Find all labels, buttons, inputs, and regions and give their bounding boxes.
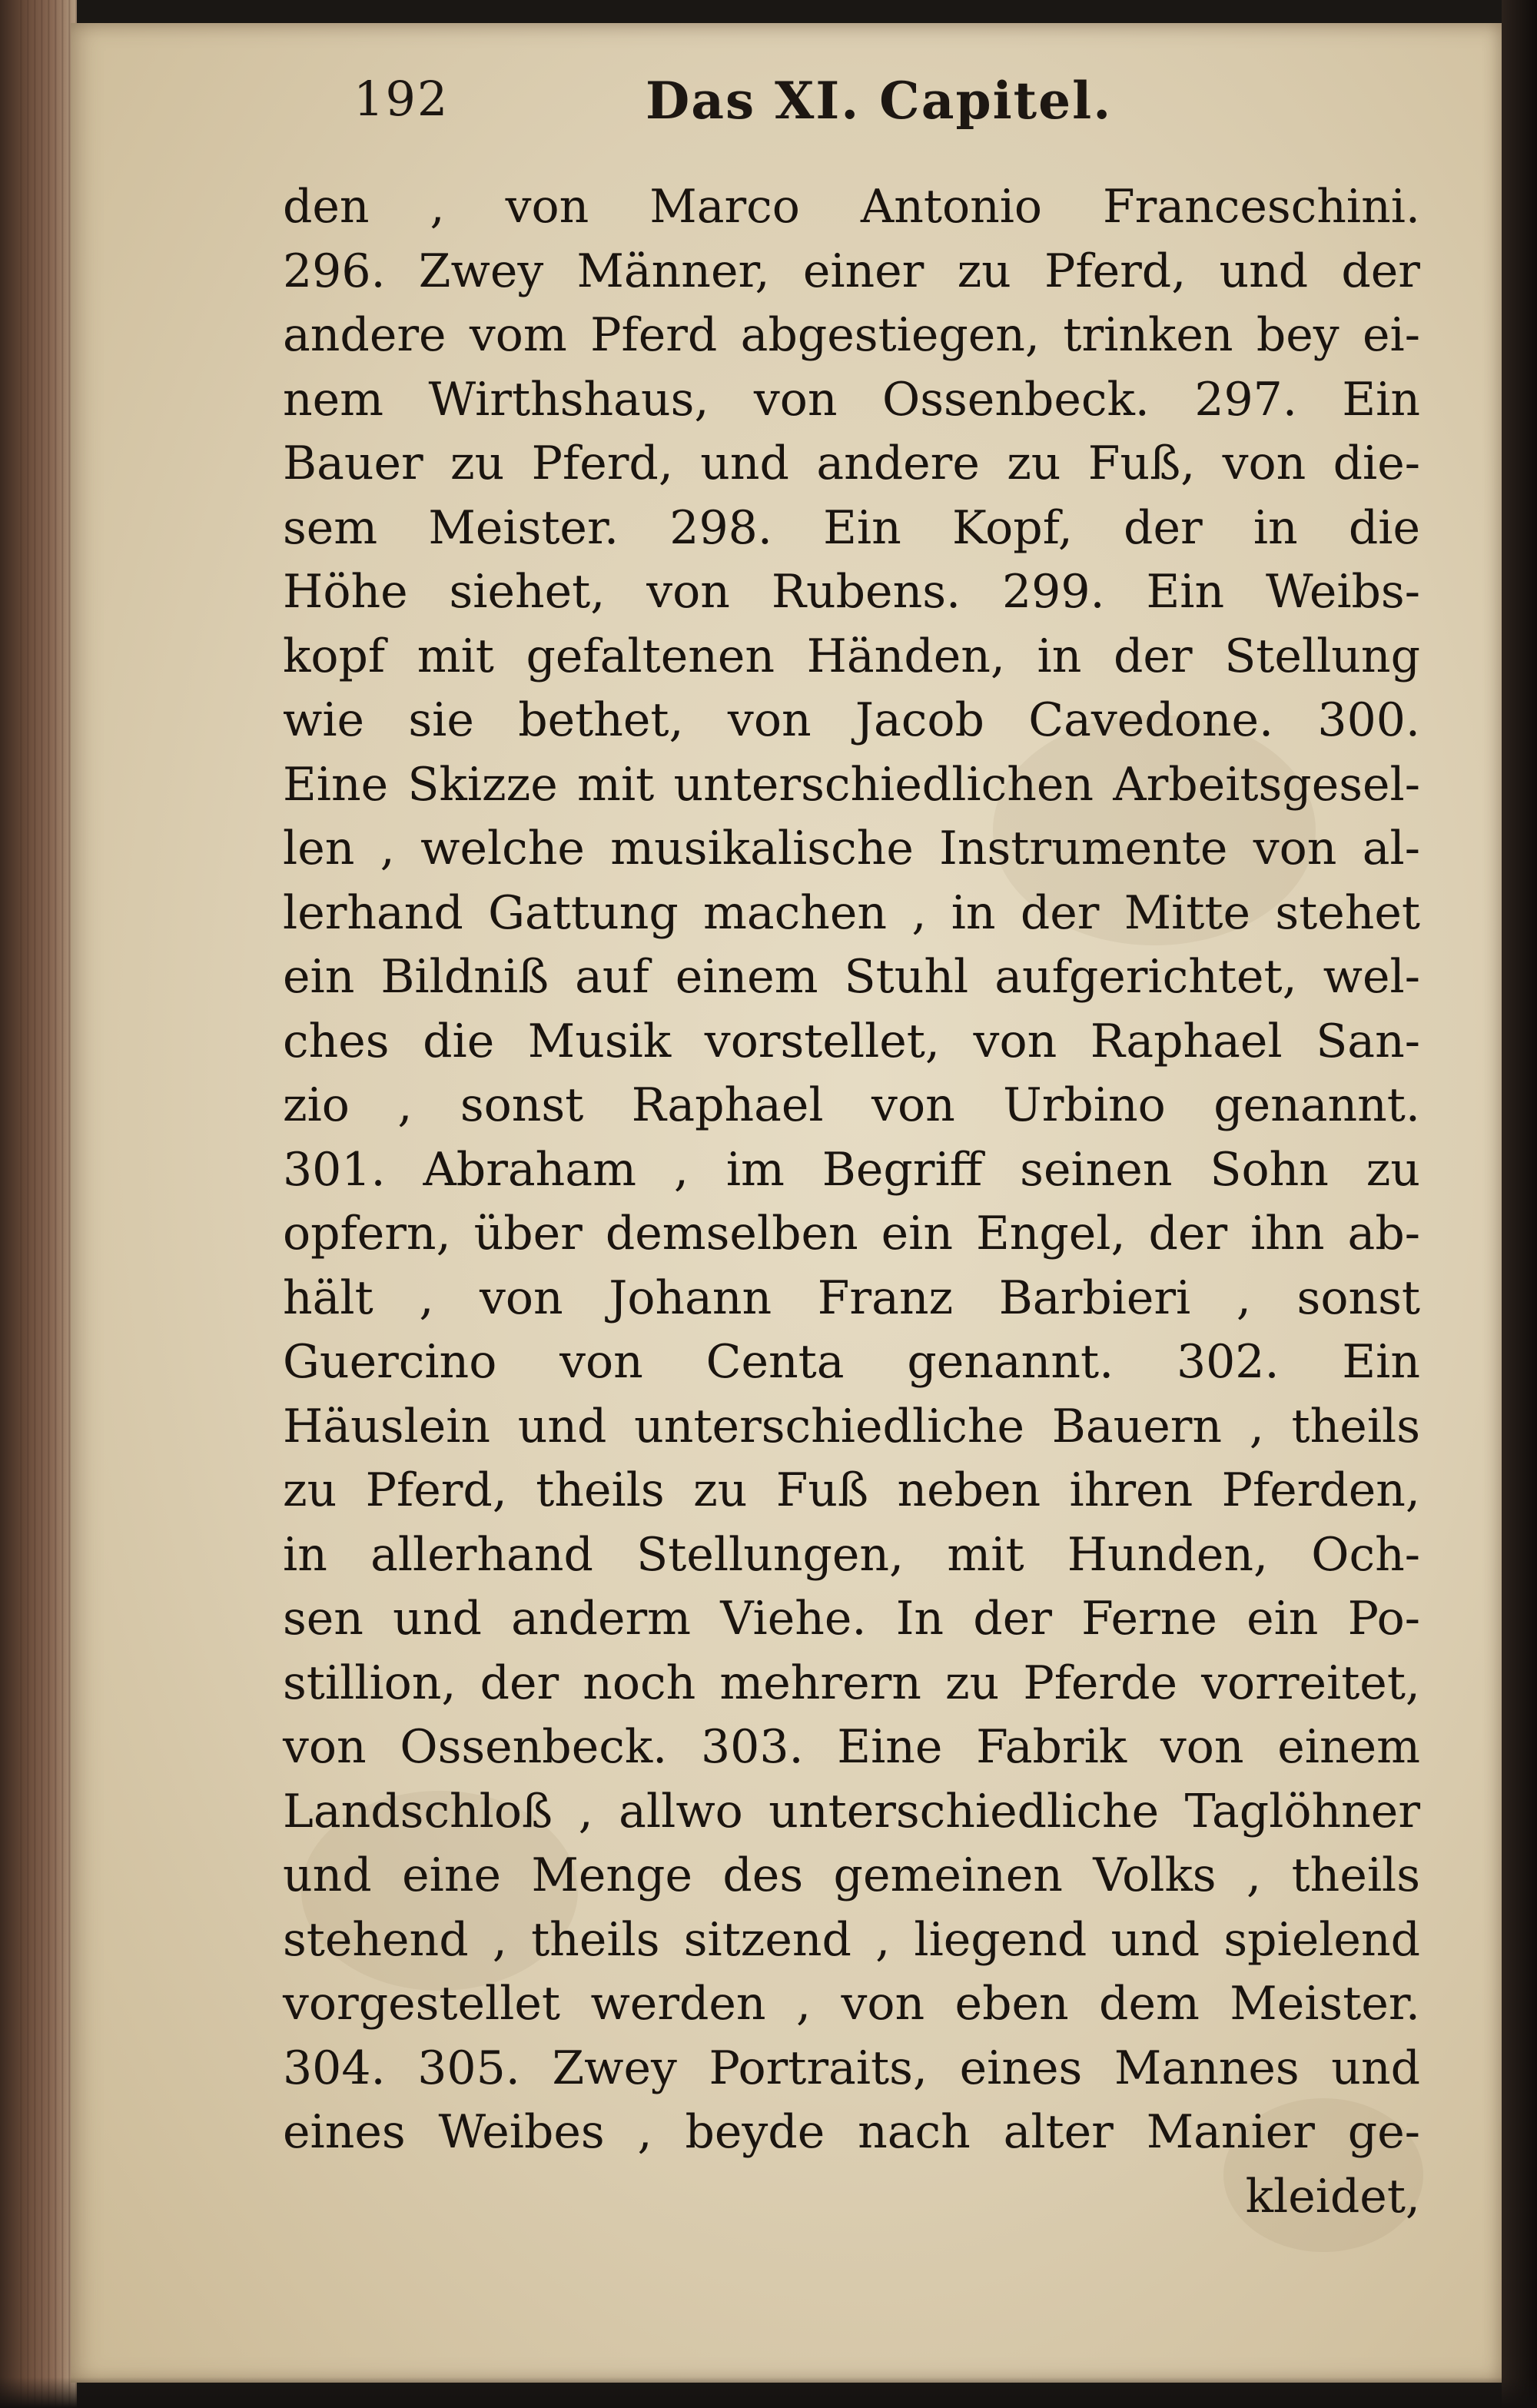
text-line: ches die Musik vorstellet, von Raphael San- (283, 1014, 1420, 1068)
text-line: Guercino von Centa genannt. 302. Ein (283, 1335, 1420, 1389)
text-line: wie sie bethet, von Jacob Cavedone. 300. (283, 693, 1420, 747)
text-line: eines Weibes , beyde nach alter Manier ge- (283, 2105, 1420, 2159)
right-dark-edge (1502, 0, 1537, 2408)
text-line: opfern, über demselben ein Engel, der ihn ab- (283, 1207, 1420, 1260)
text-line: andere vom Pferd abgestiegen, trinken bey ei- (283, 308, 1420, 362)
text-line: zu Pferd, theils zu Fuß neben ihren Pferden, (283, 1463, 1420, 1517)
text-line: stehend , theils sitzend , liegend und spielend (283, 1912, 1420, 1967)
page-stack-edges (15, 0, 77, 2408)
text-line: nem Wirthshaus, von Ossenbeck. 297. Ein (283, 372, 1420, 427)
text-line: vorgestellet werden , von eben dem Meister. (283, 1977, 1420, 2031)
bottom-dark-edge (0, 2377, 1537, 2408)
page-number: 192 (354, 71, 450, 127)
text-line: den , von Marco Antonio Franceschini. (283, 180, 1420, 234)
text-line: stillion, der noch mehrern zu Pferde vorreitet, (283, 1656, 1420, 1710)
text-line: ein Bildniß auf einem Stuhl aufgerichtet, wel- (283, 950, 1420, 1004)
text-line: len , welche musikalische Instrumente von al- (283, 822, 1420, 875)
text-line: sem Meister. 298. Ein Kopf, der in die (283, 500, 1420, 555)
chapter-title: Das XI. Capitel. (646, 71, 1113, 131)
running-head (354, 71, 1122, 140)
text-line: von Ossenbeck. 303. Eine Fabrik von einem (283, 1720, 1420, 1774)
text-line: Landschloß , allwo unterschiedliche Taglöhner (283, 1784, 1420, 1838)
text-line: Eine Skizze mit unterschiedlichen Arbeitsgesel- (283, 757, 1420, 812)
text-line: sen und anderm Viehe. In der Ferne ein Po- (283, 1592, 1420, 1646)
text-line: und eine Menge des gemeinen Volks , theils (283, 1848, 1420, 1902)
text-line: lerhand Gattung machen , in der Mitte stehet (283, 885, 1420, 940)
catchword: kleidet, (1245, 2169, 1420, 2224)
text-line: 304. 305. Zwey Portraits, eines Mannes und (283, 2041, 1420, 2095)
text-line: 296. Zwey Männer, einer zu Pferd, und der (283, 244, 1420, 298)
text-line: in allerhand Stellungen, mit Hunden, Och- (283, 1527, 1420, 1582)
body-text (283, 175, 1420, 2229)
text-line: Bauer zu Pferd, und andere zu Fuß, von die- (283, 437, 1420, 490)
text-line: 301. Abraham , im Begriff seinen Sohn zu (283, 1142, 1420, 1197)
text-line: kopf mit gefaltenen Händen, in der Stellung (283, 629, 1420, 683)
text-line: Häuslein und unterschiedliche Bauern , theils (283, 1399, 1420, 1453)
text-line: Höhe siehet, von Rubens. 299. Ein Weibs- (283, 565, 1420, 619)
text-line: hält , von Johann Franz Barbieri , sonst (283, 1270, 1420, 1325)
text-line: zio , sonst Raphael von Urbino genannt. (283, 1078, 1420, 1132)
